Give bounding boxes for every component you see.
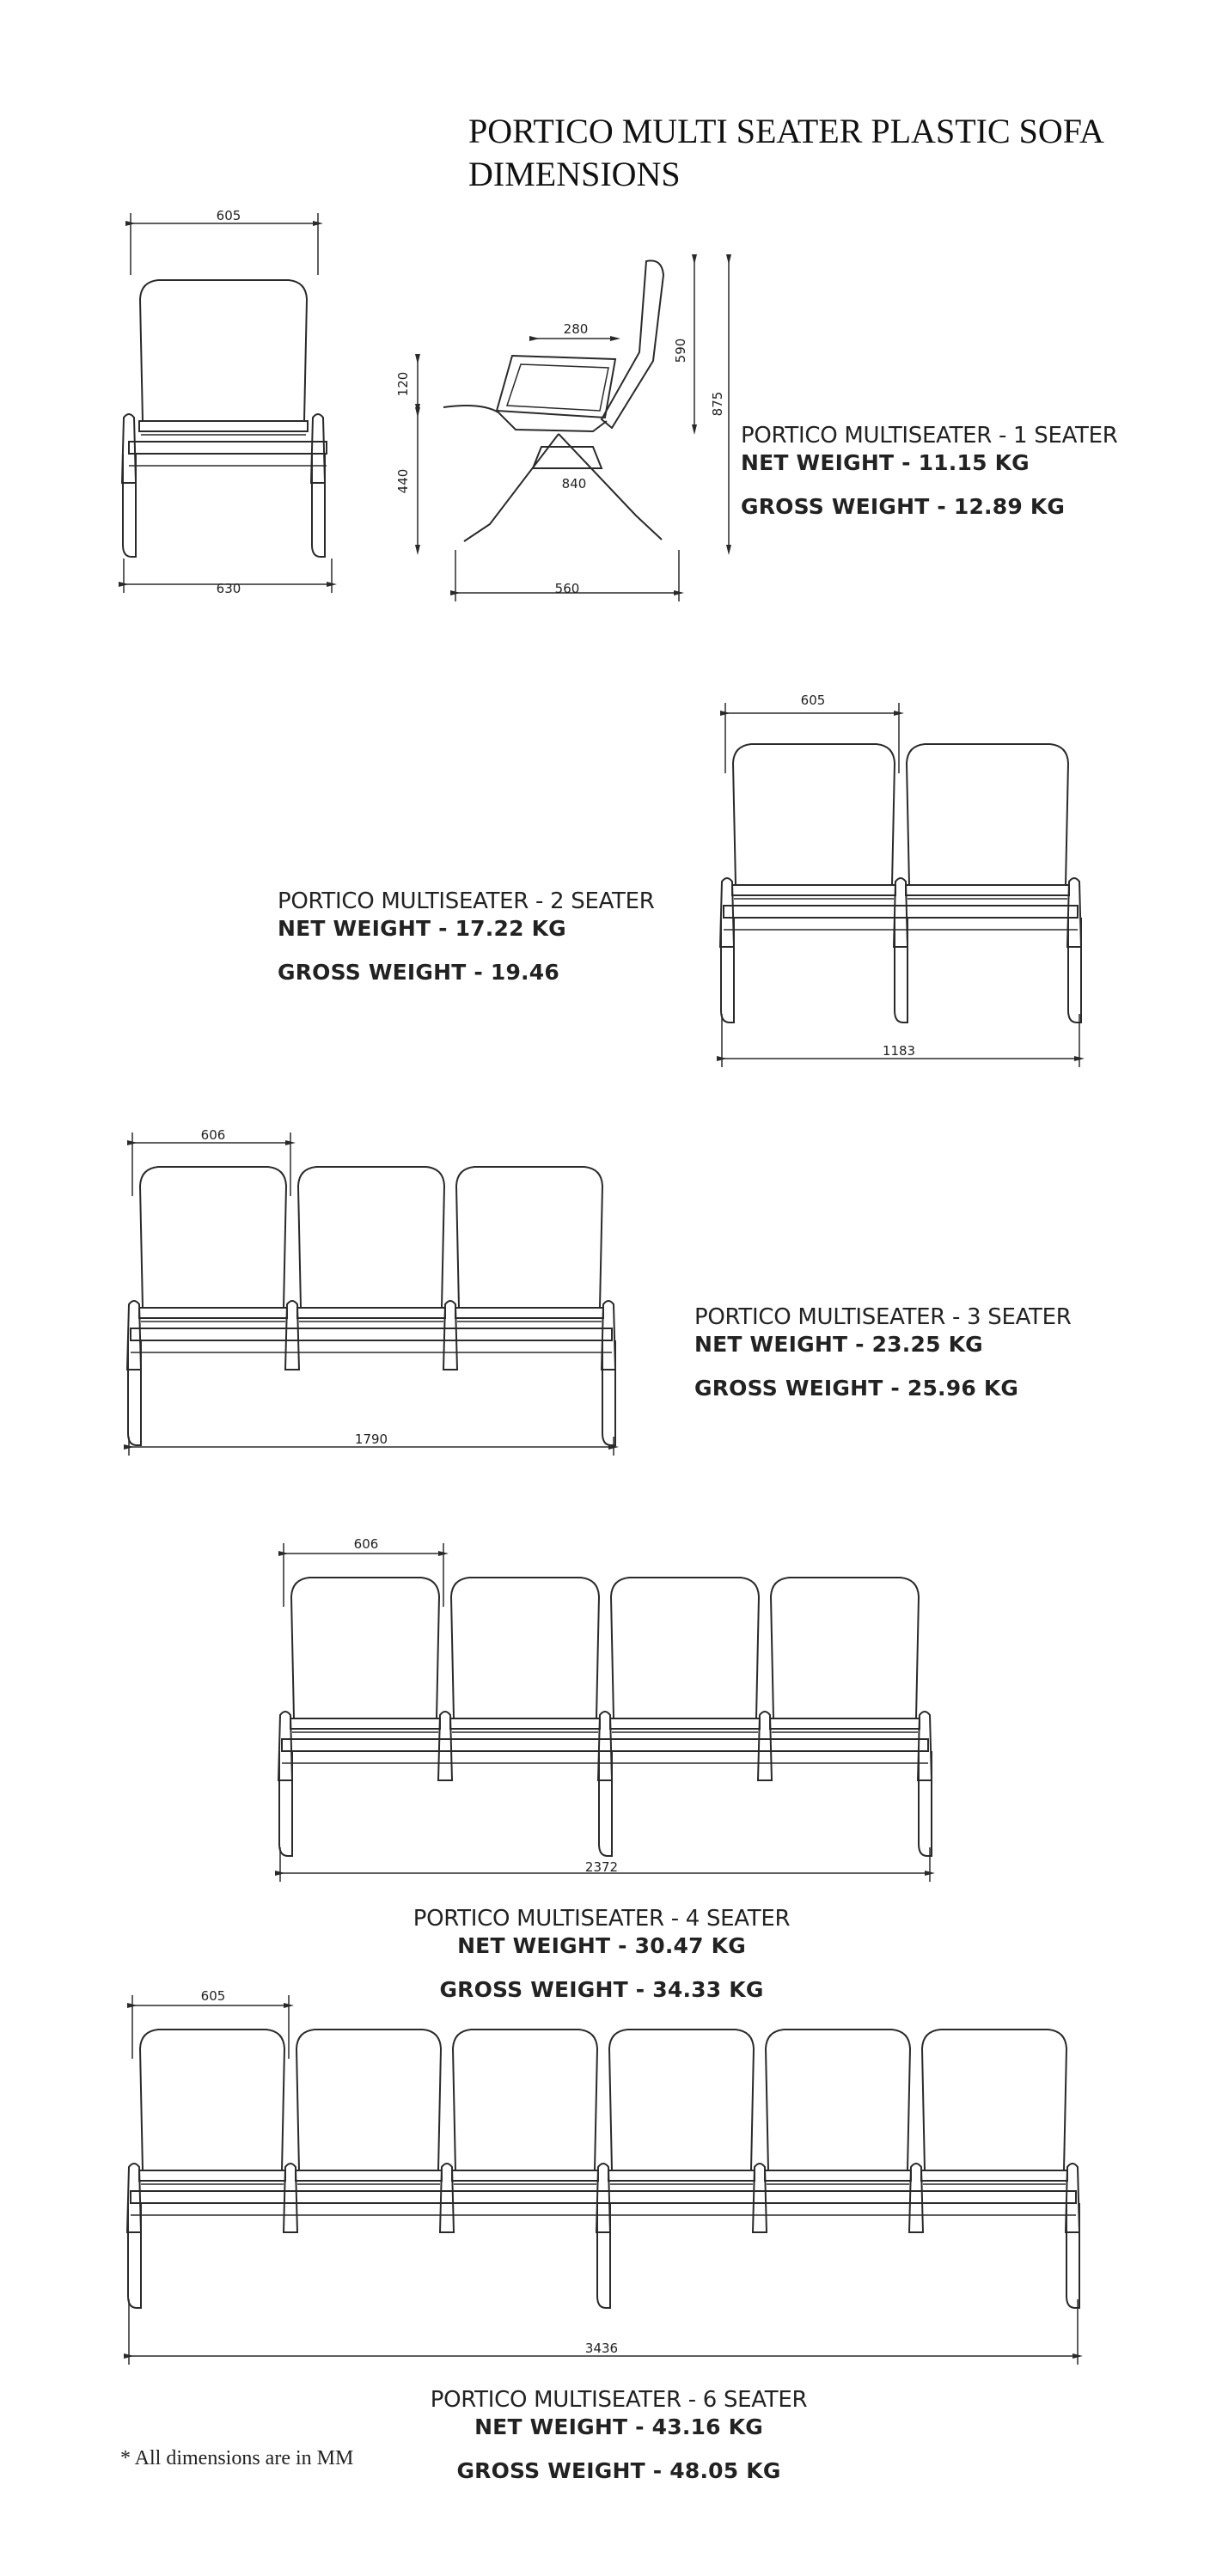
support-beam	[131, 1328, 612, 1340]
dim-1-side-label: 840	[561, 476, 587, 491]
dim-1-seat-height: 440	[395, 468, 411, 494]
seat-pan	[139, 421, 308, 431]
spec-model: PORTICO MULTISEATER - 2 SEATER	[278, 888, 655, 914]
dim-3-total-width: 1790	[354, 1431, 388, 1447]
four-seater-front-view	[278, 1543, 932, 1882]
seat-pan	[770, 1718, 920, 1729]
seat-pan	[921, 2170, 1067, 2181]
spec-gross-weight: GROSS WEIGHT - 34.33 KG	[439, 1977, 764, 2002]
spec-3-seater	[694, 1304, 1072, 1401]
seat-pan	[455, 1308, 603, 1318]
spec-net-weight: NET WEIGHT - 17.22 KG	[278, 916, 566, 941]
seat-back	[140, 2030, 284, 2170]
arm-rest	[758, 1712, 772, 1780]
arm-rest	[753, 2164, 767, 2232]
arm-rest	[720, 878, 734, 947]
one-seater-front-view	[122, 213, 332, 593]
support-beam	[724, 906, 1078, 918]
leg	[128, 2203, 141, 2308]
arm-rest	[894, 878, 908, 947]
dim-6-total-width: 3436	[584, 2341, 619, 2356]
leg	[128, 1340, 141, 1445]
seat-back	[140, 280, 307, 421]
spec-net-weight: NET WEIGHT - 43.16 KG	[474, 2414, 763, 2439]
seat-pan	[608, 2170, 755, 2181]
seat-pan	[610, 1718, 760, 1729]
leg	[599, 1751, 612, 1856]
seat-pan	[765, 2170, 911, 2181]
one-seater-side-view	[409, 259, 729, 601]
dim-4-seat-width: 606	[353, 1536, 379, 1552]
dim-1-base-depth: 560	[554, 581, 580, 596]
spec-6-seater	[395, 2387, 842, 2483]
seat-back	[140, 1167, 286, 1308]
seat-back	[907, 744, 1068, 885]
leg	[895, 918, 908, 1022]
dim-2-seat-width: 605	[800, 693, 826, 708]
spec-model: PORTICO MULTISEATER - 4 SEATER	[412, 1906, 791, 1932]
seat-pan	[296, 2170, 442, 2181]
dim-1-total-height: 875	[710, 391, 725, 417]
arm-rest	[440, 2164, 454, 2232]
spec-4-seater	[378, 1906, 825, 2002]
leg	[602, 1340, 615, 1445]
dim-3-seat-width: 606	[200, 1127, 226, 1143]
leg	[1066, 2203, 1079, 2308]
seat-back	[451, 1578, 599, 1718]
seat-back	[456, 1167, 602, 1308]
arm-rest	[311, 414, 325, 483]
seat-pan	[297, 1308, 445, 1318]
seat-pan	[452, 2170, 598, 2181]
page-title: PORTICO MULTI SEATER PLASTIC SOFA DIMENSIONS	[468, 112, 1103, 193]
spec-1-seater	[741, 423, 1118, 519]
dim-1-top-width: 605	[216, 208, 241, 223]
spec-2-seater	[278, 888, 655, 985]
leg	[597, 2203, 610, 2308]
leg	[919, 1751, 932, 1856]
side-hub	[533, 447, 602, 468]
seat-back	[922, 2030, 1066, 2170]
arm-rest	[285, 1301, 299, 1370]
three-seater-front-view	[127, 1132, 615, 1456]
leg	[312, 454, 325, 557]
seat-back	[453, 2030, 597, 2170]
arm-rest	[443, 1301, 457, 1370]
seat-back	[771, 1578, 919, 1718]
six-seater-front-view	[127, 1995, 1079, 2365]
arm-rest	[1066, 2164, 1079, 2232]
seat-pan	[290, 1718, 440, 1729]
arm-rest	[438, 1712, 452, 1780]
spec-net-weight: NET WEIGHT - 23.25 KG	[694, 1332, 983, 1357]
dimension-labels	[201, 208, 915, 2356]
arm-rest	[127, 2164, 141, 2232]
seat-back	[609, 2030, 754, 2170]
leg	[123, 454, 136, 557]
spec-gross-weight: GROSS WEIGHT - 25.96 KG	[694, 1376, 1019, 1401]
dim-1-seat-depth: 280	[563, 321, 589, 337]
seat-pan	[906, 885, 1069, 895]
seat-back	[611, 1578, 759, 1718]
side-seat-inner	[507, 364, 608, 411]
seat-back	[766, 2030, 910, 2170]
seat-back	[291, 1578, 439, 1718]
units-note: * All dimensions are in MM	[120, 2447, 354, 2469]
dim-1-back-height: 590	[673, 338, 688, 363]
spec-model: PORTICO MULTISEATER - 1 SEATER	[741, 423, 1118, 449]
seat-back	[298, 1167, 444, 1308]
leg	[1068, 918, 1081, 1022]
arm-rest	[278, 1712, 292, 1780]
arm-rest	[1067, 878, 1081, 947]
dim-2-total-width: 1183	[882, 1043, 916, 1059]
seat-pan	[139, 2170, 285, 2181]
arm-rest	[918, 1712, 932, 1780]
spec-model: PORTICO MULTISEATER - 3 SEATER	[694, 1304, 1072, 1330]
dim-4-total-width: 2372	[584, 1859, 619, 1875]
two-seater-front-view	[720, 703, 1081, 1067]
dim-1-arm-height: 120	[395, 371, 411, 397]
spec-gross-weight: GROSS WEIGHT - 12.89 KG	[741, 494, 1066, 519]
dim-1-base-width: 630	[216, 581, 241, 596]
spec-model: PORTICO MULTISEATER - 6 SEATER	[430, 2387, 808, 2413]
support-beam	[131, 2191, 1076, 2203]
support-beam	[282, 1739, 928, 1751]
seat-pan	[139, 1308, 287, 1318]
side-leg-front	[464, 434, 559, 541]
leg	[721, 918, 734, 1022]
arm-rest	[596, 2164, 610, 2232]
arm-rest	[909, 2164, 923, 2232]
spec-gross-weight: GROSS WEIGHT - 48.05 KG	[456, 2458, 781, 2483]
arm-rest	[284, 2164, 297, 2232]
seat-pan	[450, 1718, 600, 1729]
seat-pan	[732, 885, 895, 895]
spec-net-weight: NET WEIGHT - 11.15 KG	[741, 450, 1030, 475]
arm-rest	[598, 1712, 612, 1780]
arm-rest	[127, 1301, 141, 1370]
seat-back	[296, 2030, 441, 2170]
arm-rest	[602, 1301, 615, 1370]
spec-net-weight: NET WEIGHT - 30.47 KG	[457, 1933, 746, 1958]
support-beam	[129, 442, 327, 454]
spec-gross-weight: GROSS WEIGHT - 19.46	[278, 960, 559, 985]
seat-back	[733, 744, 895, 885]
dim-6-seat-width: 605	[200, 1988, 226, 2004]
side-backrest	[602, 260, 663, 428]
leg	[279, 1751, 292, 1856]
